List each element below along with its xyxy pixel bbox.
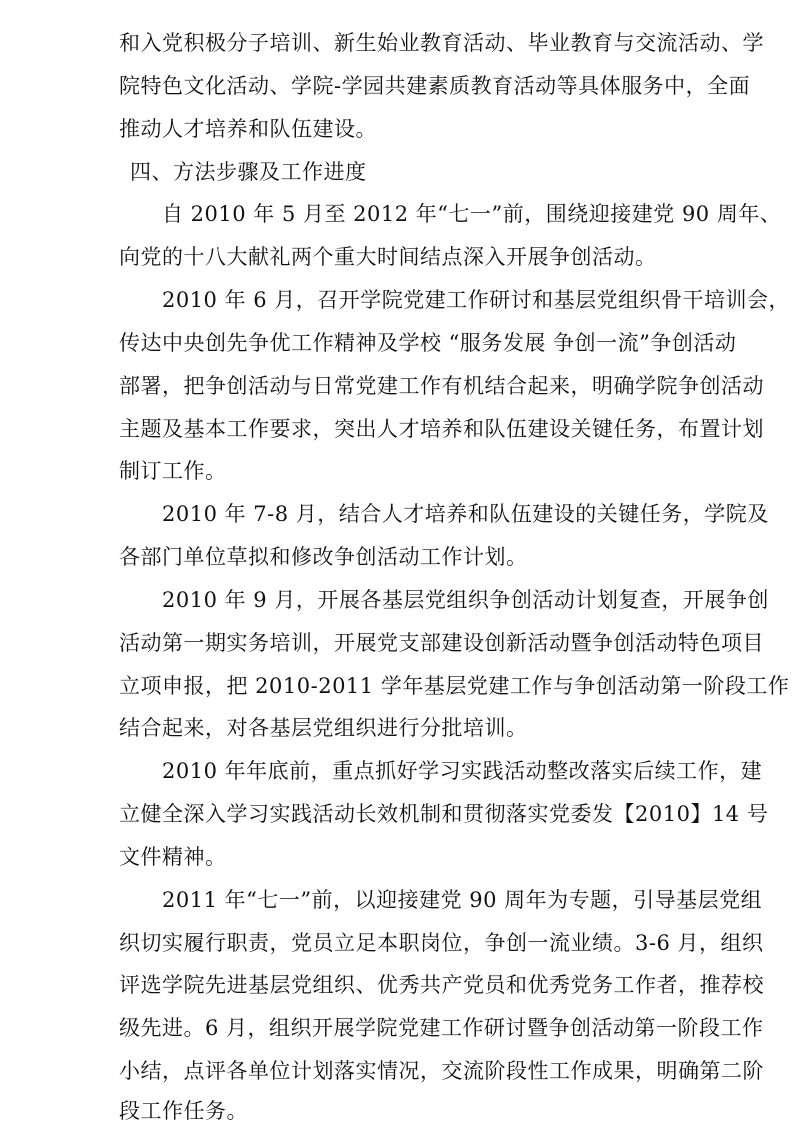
body-text-line: 立健全深入学习实践活动长效机制和贯彻落实党委发【2010】14 号 — [119, 802, 769, 826]
body-text-line: 立项申报，把 2010-2011 学年基层党建工作与争创活动第一阶段工作 — [119, 674, 790, 698]
body-text-line: 部署，把争创活动与日常党建工作有机结合起来，明确学院争创活动 — [119, 374, 764, 398]
body-text-line: 2010 年 9 月，开展各基层党组织争创活动计划复查，开展争创 — [162, 588, 769, 612]
section-heading: 四、方法步骤及工作进度 — [130, 160, 367, 184]
body-text-line: 自 2010 年 5 月至 2012 年“七一”前，围绕迎接建党 90 周年、 — [162, 202, 782, 226]
body-text-line: 2010 年年底前，重点抓好学习实践活动整改落实后续工作，建 — [162, 759, 763, 783]
body-text-line: 织切实履行职责，党员立足本职岗位，争创一流业绩。3-6 月，组织 — [119, 931, 764, 955]
body-text-line: 活动第一期实务培训，开展党支部建设创新活动暨争创活动特色项目 — [119, 631, 764, 655]
body-text-line: 和入党积极分子培训、新生始业教育活动、毕业教育与交流活动、学 — [119, 31, 764, 55]
body-text-line: 级先进。6 月，组织开展学院党建工作研讨暨争创活动第一阶段工作 — [119, 1016, 764, 1040]
body-text-line: 评选学院先进基层党组织、优秀共产党员和优秀党务工作者，推荐校 — [119, 973, 764, 997]
body-text-line: 小结，点评各单位计划落实情况，交流阶段性工作成果，明确第二阶 — [119, 1059, 764, 1083]
body-text-line: 段工作任务。 — [119, 1099, 248, 1123]
body-text-line: 结合起来，对各基层党组织进行分批培训。 — [119, 716, 528, 740]
body-text-line: 主题及基本工作要求，突出人才培养和队伍建设关键任务，布置计划 — [119, 417, 764, 441]
body-text-line: 制订工作。 — [119, 459, 227, 483]
body-text-line: 院特色文化活动、学院-学园共建素质教育活动等具体服务中，全面 — [119, 74, 751, 98]
body-text-line: 2010 年 7-8 月，结合人才培养和队伍建设的关键任务，学院及 — [162, 502, 769, 526]
body-text-line: 文件精神。 — [119, 845, 227, 869]
body-text-line: 2010 年 6 月，召开学院党建工作研讨和基层党组织骨干培训会， — [162, 288, 790, 312]
body-text-line: 向党的十八大献礼两个重大时间结点深入开展争创活动。 — [119, 245, 657, 269]
body-text-line: 传达中央创先争优工作精神及学校 “服务发展 争创一流”争创活动 — [119, 331, 737, 355]
body-text-line: 推动人才培养和队伍建设。 — [119, 117, 377, 141]
body-text-line: 各部门单位草拟和修改争创活动工作计划。 — [119, 545, 528, 569]
body-text-line: 2011 年“七一”前，以迎接建党 90 周年为专题，引导基层党组 — [162, 888, 763, 912]
